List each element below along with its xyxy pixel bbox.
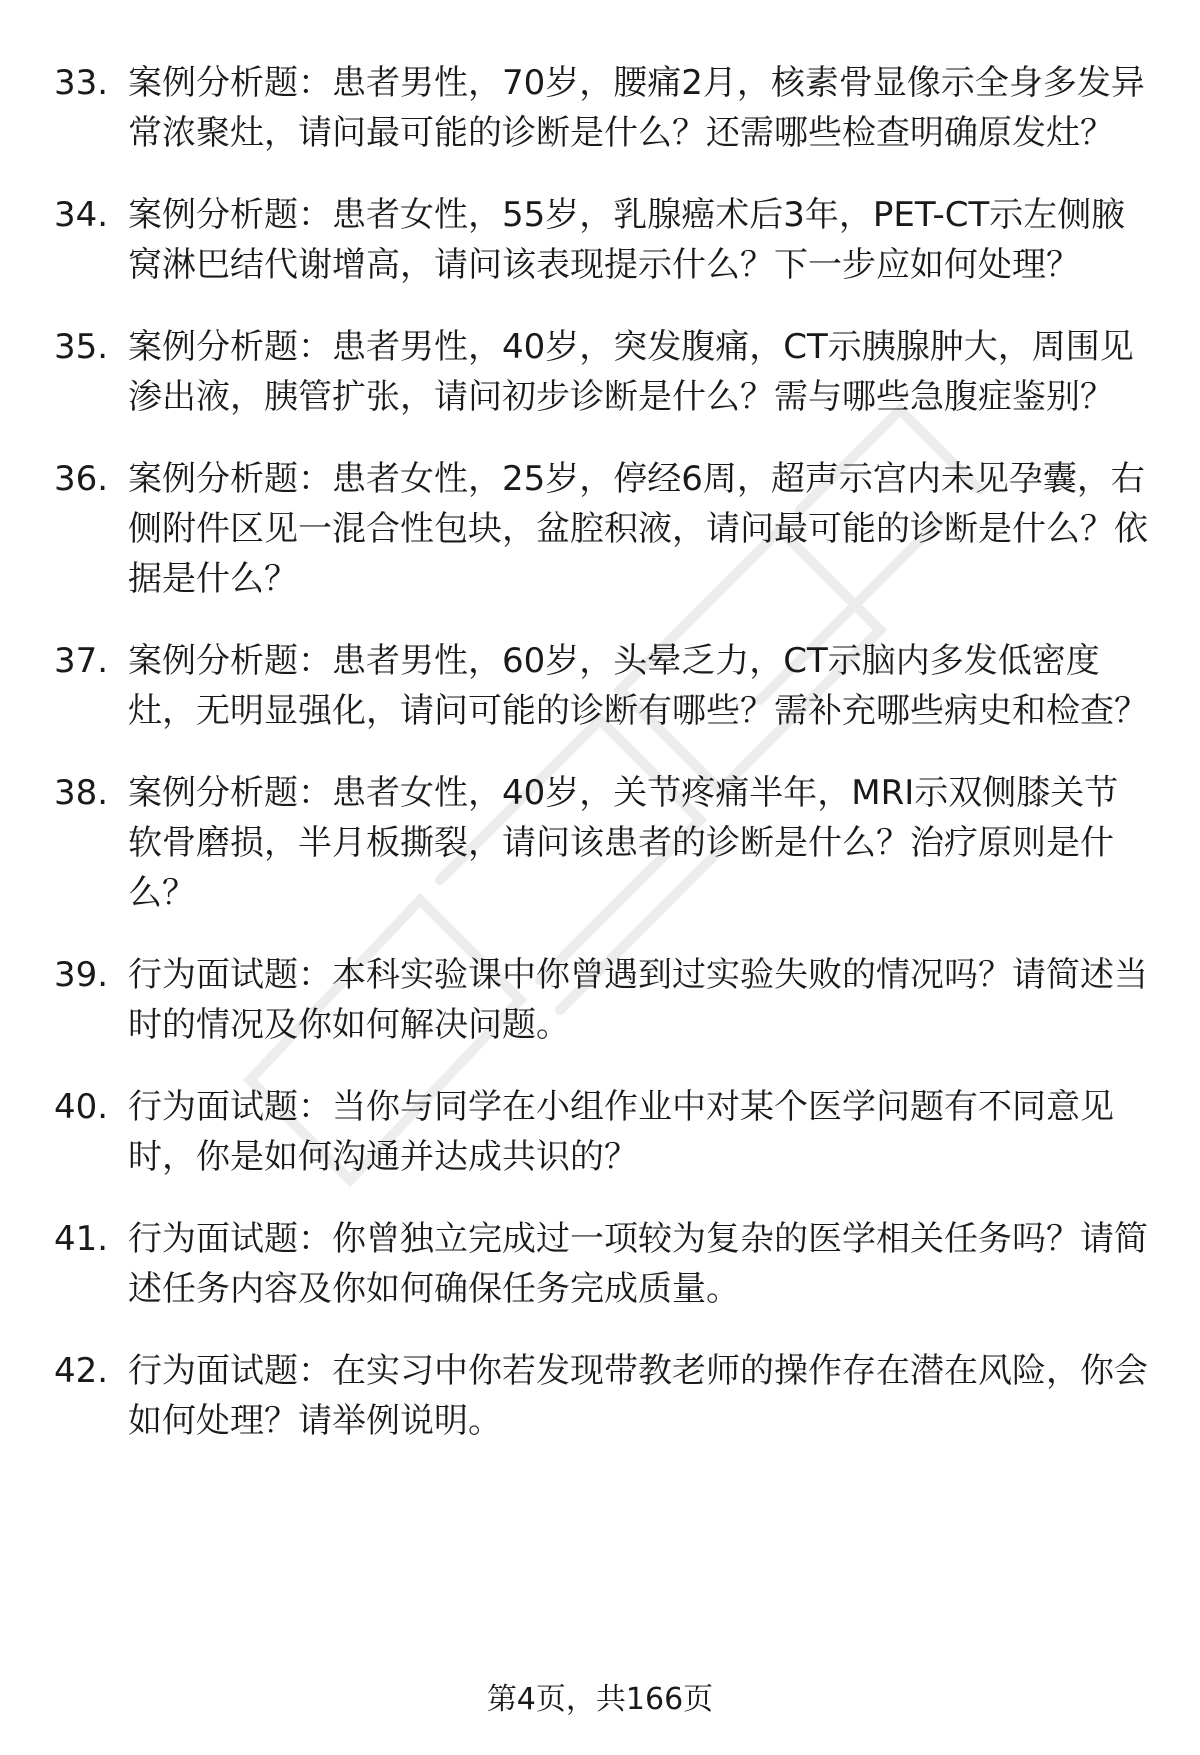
- question-item-38: [0, 768, 1200, 918]
- question-text: 案例分析题：患者女性，55岁，乳腺癌术后3年，PET-CT示左侧腋窝淋巴结代谢增高，请问该表现提示什么？下一步应如何处理？: [128, 195, 1126, 285]
- question-item-37: [0, 636, 1200, 736]
- question-number: 35.: [54, 327, 109, 367]
- question-number: 34.: [54, 195, 109, 235]
- question-number: 37.: [54, 641, 109, 681]
- question-item-36: [0, 454, 1200, 604]
- question-item-33: [0, 58, 1200, 158]
- question-text: 行为面试题：本科实验课中你曾遇到过实验失败的情况吗？请简述当时的情况及你如何解决问题。: [128, 955, 1148, 1045]
- question-number: 42.: [54, 1351, 109, 1391]
- question-item-42: [0, 1346, 1200, 1446]
- question-item-41: [0, 1214, 1200, 1314]
- question-text: 行为面试题：在实习中你若发现带教老师的操作存在潜在风险，你会如何处理？请举例说明。: [128, 1351, 1148, 1441]
- page-footer: [0, 1680, 1200, 1720]
- question-number: 33.: [54, 63, 109, 103]
- question-number: 36.: [54, 459, 109, 499]
- question-item-40: [0, 1082, 1200, 1182]
- question-number: 40.: [54, 1087, 109, 1127]
- question-text: 案例分析题：患者女性，40岁，关节疼痛半年，MRI示双侧膝关节软骨磨损，半月板撕裂，请问该患者的诊断是什么？治疗原则是什么？: [128, 773, 1119, 913]
- question-number: 38.: [54, 773, 109, 813]
- question-text: 案例分析题：患者男性，70岁，腰痛2月，核素骨显像示全身多发异常浓聚灶，请问最可能的诊断是什么？还需哪些检查明确原发灶？: [128, 63, 1145, 153]
- question-list: [0, 58, 1200, 1478]
- question-number: 41.: [54, 1219, 109, 1259]
- question-item-34: [0, 190, 1200, 290]
- question-item-35: [0, 322, 1200, 422]
- page-number-label: 第4页，共166页: [486, 1682, 714, 1717]
- question-item-39: [0, 950, 1200, 1050]
- question-text: 案例分析题：患者男性，40岁，突发腹痛，CT示胰腺肿大，周围见渗出液，胰管扩张，请问初步诊断是什么？需与哪些急腹症鉴别？: [128, 327, 1134, 417]
- question-text: 案例分析题：患者女性，25岁，停经6周，超声示宫内未见孕囊，右侧附件区见一混合性包块，盆腔积液，请问最可能的诊断是什么？依据是什么？: [128, 459, 1148, 599]
- question-text: 行为面试题：当你与同学在小组作业中对某个医学问题有不同意见时，你是如何沟通并达成共识的？: [128, 1087, 1114, 1177]
- question-text: 行为面试题：你曾独立完成过一项较为复杂的医学相关任务吗？请简述任务内容及你如何确保任务完成质量。: [128, 1219, 1148, 1309]
- question-text: 案例分析题：患者男性，60岁，头晕乏力，CT示脑内多发低密度灶，无明显强化，请问可能的诊断有哪些？需补充哪些病史和检查？: [128, 641, 1148, 731]
- question-number: 39.: [54, 955, 109, 995]
